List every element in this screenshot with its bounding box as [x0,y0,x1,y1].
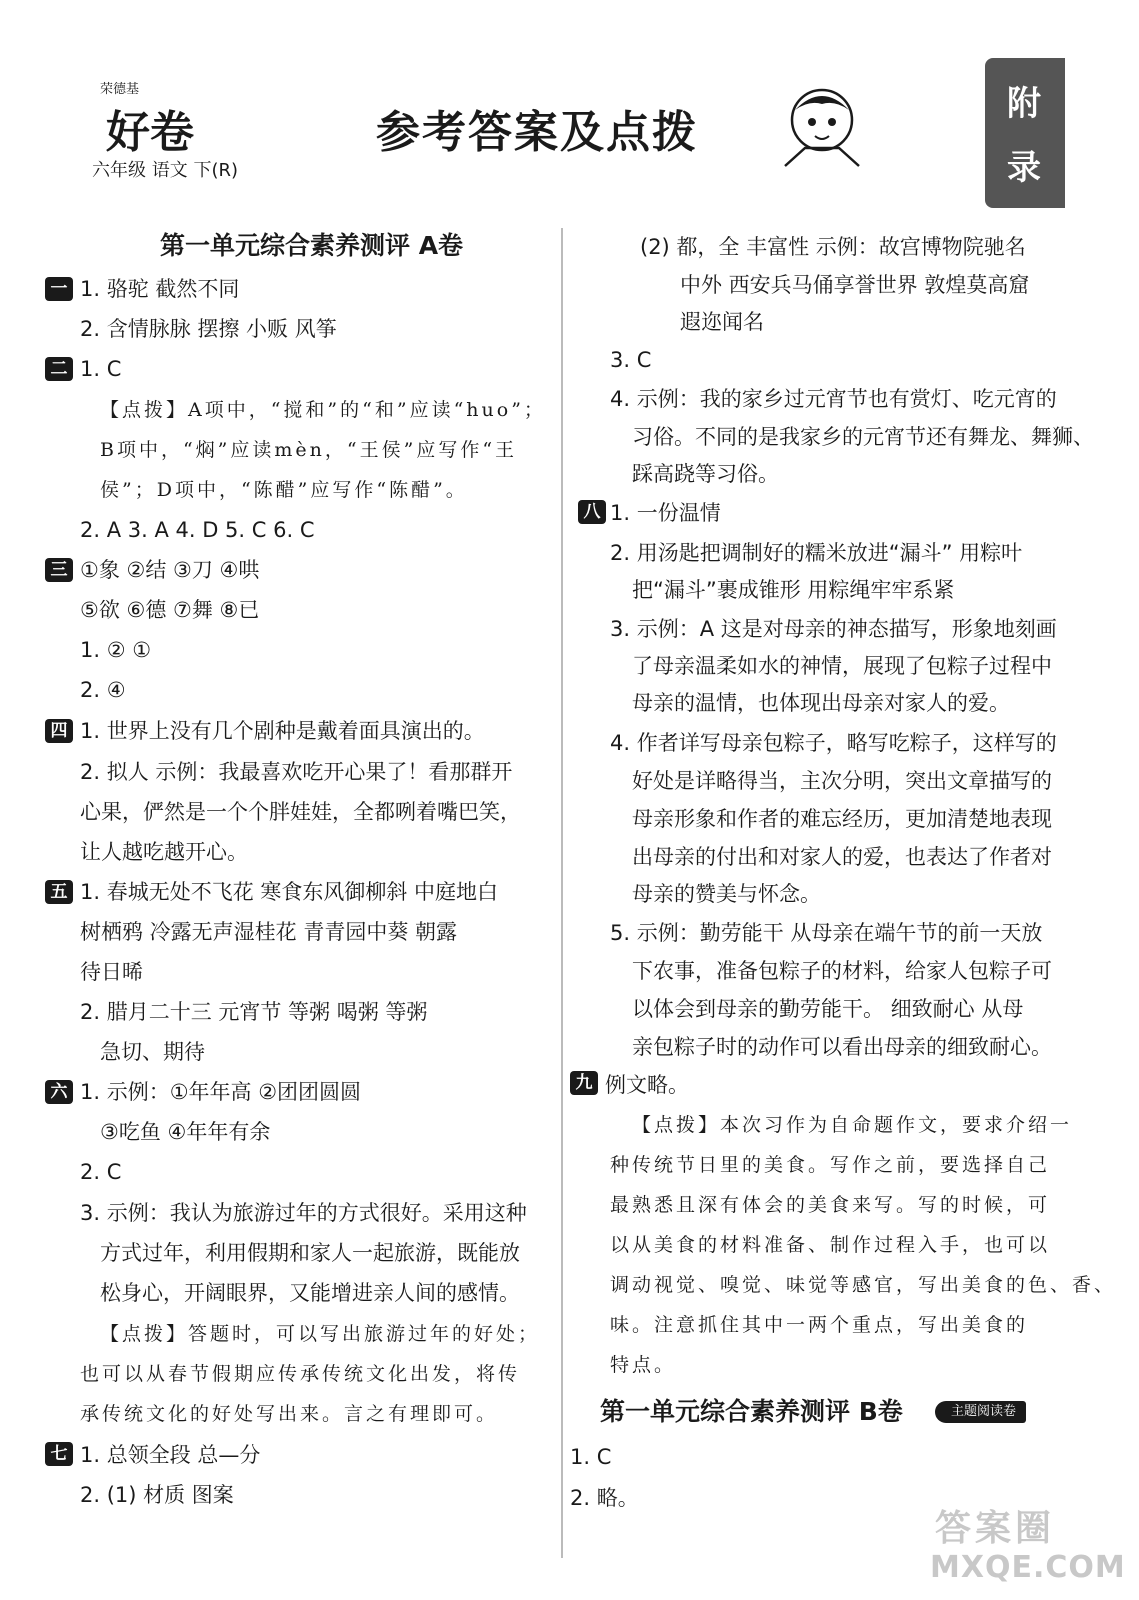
section-marker-9: 九 [570,1071,598,1095]
answer-line: 心果，俨然是一个个胖娃娃，全都咧着嘴巴笑， [80,800,521,824]
tip-line: 【点拨】本次习作为自命题作文，要求介绍一 [632,1114,1073,1136]
answer-line: 2. 拟人 示例：我最喜欢吃开心果了！看那群开 [80,760,513,784]
tip-line: 特点。 [610,1354,677,1376]
tip-line: 味。注意抓住其中一两个重点，写出美食的 [610,1314,1029,1336]
brand-small-text: 荣德基 [100,82,140,97]
answer-line: 1. 示例：①年年高 ②团团圆圆 [80,1080,362,1104]
tip-line: B项中，“焖”应读mèn，“王侯”应写作“王 [100,439,518,461]
appendix-tab-label-1: 附 [1007,84,1041,124]
answer-line: 急切、期待 [100,1040,205,1064]
section-marker-7: 七 [45,1442,73,1466]
watermark-url: MXQE.COM [930,1550,1126,1585]
answer-line: 2. 略。 [570,1486,639,1510]
unit-title-b: 第一单元综合素养测评 B卷 [600,1397,903,1426]
answer-line: 中外 西安兵马俑享誉世界 敦煌莫高窟 [680,273,1030,297]
answer-line: 5. 示例：勤劳能干 从母亲在端午节的前一天放 [610,921,1043,945]
answer-line: 1. 骆驼 截然不同 [80,277,240,301]
answer-line: 1. 总领全段 总—分 [80,1443,261,1467]
answer-line: 3. 示例：我认为旅游过年的方式很好。采用这种 [80,1201,527,1225]
answer-line: (2) 都，全 丰富性 示例：故宫博物院驰名 [640,235,1026,259]
theme-reading-badge: 主题阅读卷 [935,1401,1026,1423]
answer-line: 4. 示例：我的家乡过元宵节也有赏灯、吃元宵的 [610,387,1057,411]
answer-line: 母亲的温情，也体现出母亲对家人的爱。 [632,691,1010,715]
tip-line: 也可以从春节假期应传承传统文化出发，将传 [80,1363,521,1385]
answer-line: 母亲的赞美与怀念。 [632,882,821,906]
page-title: 参考答案及点拨 [376,107,698,158]
answer-line: 1. C [570,1445,612,1469]
unit-title-a: 第一单元综合素养测评 A卷 [160,231,464,260]
answer-line: 遐迩闻名 [680,310,764,334]
answer-line: 4. 作者详写母亲包粽子，略写吃粽子，这样写的 [610,731,1057,755]
tip-line: 调动视觉、嗅觉、味觉等感官，写出美食的色、香、 [610,1274,1117,1296]
tip-line: 以从美食的材料准备、制作过程入手，也可以 [610,1234,1051,1256]
section-marker-1: 一 [45,277,73,301]
answer-line: 2. 用汤匙把调制好的糯米放进“漏斗” 用粽叶 [610,541,1023,565]
cartoon-boy-icon [775,82,870,167]
section-marker-3: 三 [45,558,73,582]
answer-line: 习俗。不同的是我家乡的元宵节还有舞龙、舞狮、 [632,425,1094,449]
appendix-tab [985,58,1065,208]
tip-line: 最熟悉且深有体会的美食来写。写的时候，可 [610,1194,1051,1216]
answer-line: 好处是详略得当，主次分明，突出文章描写的 [632,769,1052,793]
answer-line: 1. 一份温情 [610,501,721,525]
answer-line: 1. 世界上没有几个剧种是戴着面具演出的。 [80,719,485,743]
column-divider [561,228,563,1558]
watermark-logo-text: 答案圈 [935,1508,1056,1549]
answer-line: ③吃鱼 ④年年有余 [100,1120,271,1144]
answer-line: 2. 腊月二十三 元宵节 等粥 喝粥 等粥 [80,1000,428,1024]
answer-line: 1. ② ① [80,638,152,662]
answer-line: 方式过年，利用假期和家人一起旅游，既能放 [100,1241,520,1265]
answer-line: 让人越吃越开心。 [80,840,248,864]
answer-line: 以体会到母亲的勤劳能干。 细致耐心 从母 [632,997,1024,1021]
tip-line: 侯”；D项中，“陈醋”应写作“陈醋”。 [100,479,468,501]
answer-line: 2. ④ [80,678,126,702]
tip-line: 【点拨】A项中，“搅和”的“和”应读“huo”； [100,399,546,421]
answer-line: 2. C [80,1160,122,1184]
answer-line: 1. C [80,357,122,381]
answer-line: 待日晞 [80,960,143,984]
answer-line: 了母亲温柔如水的神情，展现了包粽子过程中 [632,654,1052,678]
answer-line: 把“漏斗”裹成锥形 用粽绳牢牢系紧 [632,578,955,602]
section-marker-6: 六 [45,1080,73,1104]
answer-line: 下农事，准备包粽子的材料，给家人包粽子可 [632,959,1052,983]
section-marker-4: 四 [45,719,73,743]
answer-line: 母亲形象和作者的难忘经历，更加清楚地表现 [632,807,1052,831]
answer-line: 3. C [610,348,652,372]
appendix-tab-label-2: 录 [1007,148,1041,188]
answer-line: ①象 ②结 ③刀 ④哄 [80,558,260,582]
tip-line: 种传统节日里的美食。写作之前，要选择自己 [610,1154,1051,1176]
brand-main-text: 好卷 [106,107,194,158]
answer-line: 出母亲的付出和对家人的爱，也表达了作者对 [632,845,1052,869]
answer-line: 2. (1) 材质 图案 [80,1483,234,1507]
grade-label: 六年级 语文 下(R) [92,160,238,181]
section-marker-5: 五 [45,880,73,904]
brand-logo [92,78,252,183]
tip-line: 承传统文化的好处写出来。言之有理即可。 [80,1403,499,1425]
answer-line: 1. 春城无处不飞花 寒食东风御柳斜 中庭地白 [80,880,499,904]
answer-line: 例文略。 [605,1073,689,1097]
tip-line: 【点拨】答题时，可以写出旅游过年的好处； [100,1323,541,1345]
answer-line: 松身心，开阔眼界，又能增进亲人间的感情。 [100,1281,520,1305]
answer-line: 树栖鸦 冷露无声湿桂花 青青园中葵 朝露 [80,920,458,944]
answer-line: 踩高跷等习俗。 [632,462,779,486]
answer-line: 2. 含情脉脉 摆擦 小贩 风筝 [80,317,337,341]
section-marker-8: 八 [578,500,606,524]
section-marker-2: 二 [45,357,73,381]
answer-line: 3. 示例：A 这是对母亲的神态描写，形象地刻画 [610,617,1057,641]
answer-line: 亲包粽子时的动作可以看出母亲的细致耐心。 [632,1035,1052,1059]
answer-line: 2. A 3. A 4. D 5. C 6. C [80,518,315,542]
answer-line: ⑤欲 ⑥德 ⑦舞 ⑧已 [80,598,260,622]
